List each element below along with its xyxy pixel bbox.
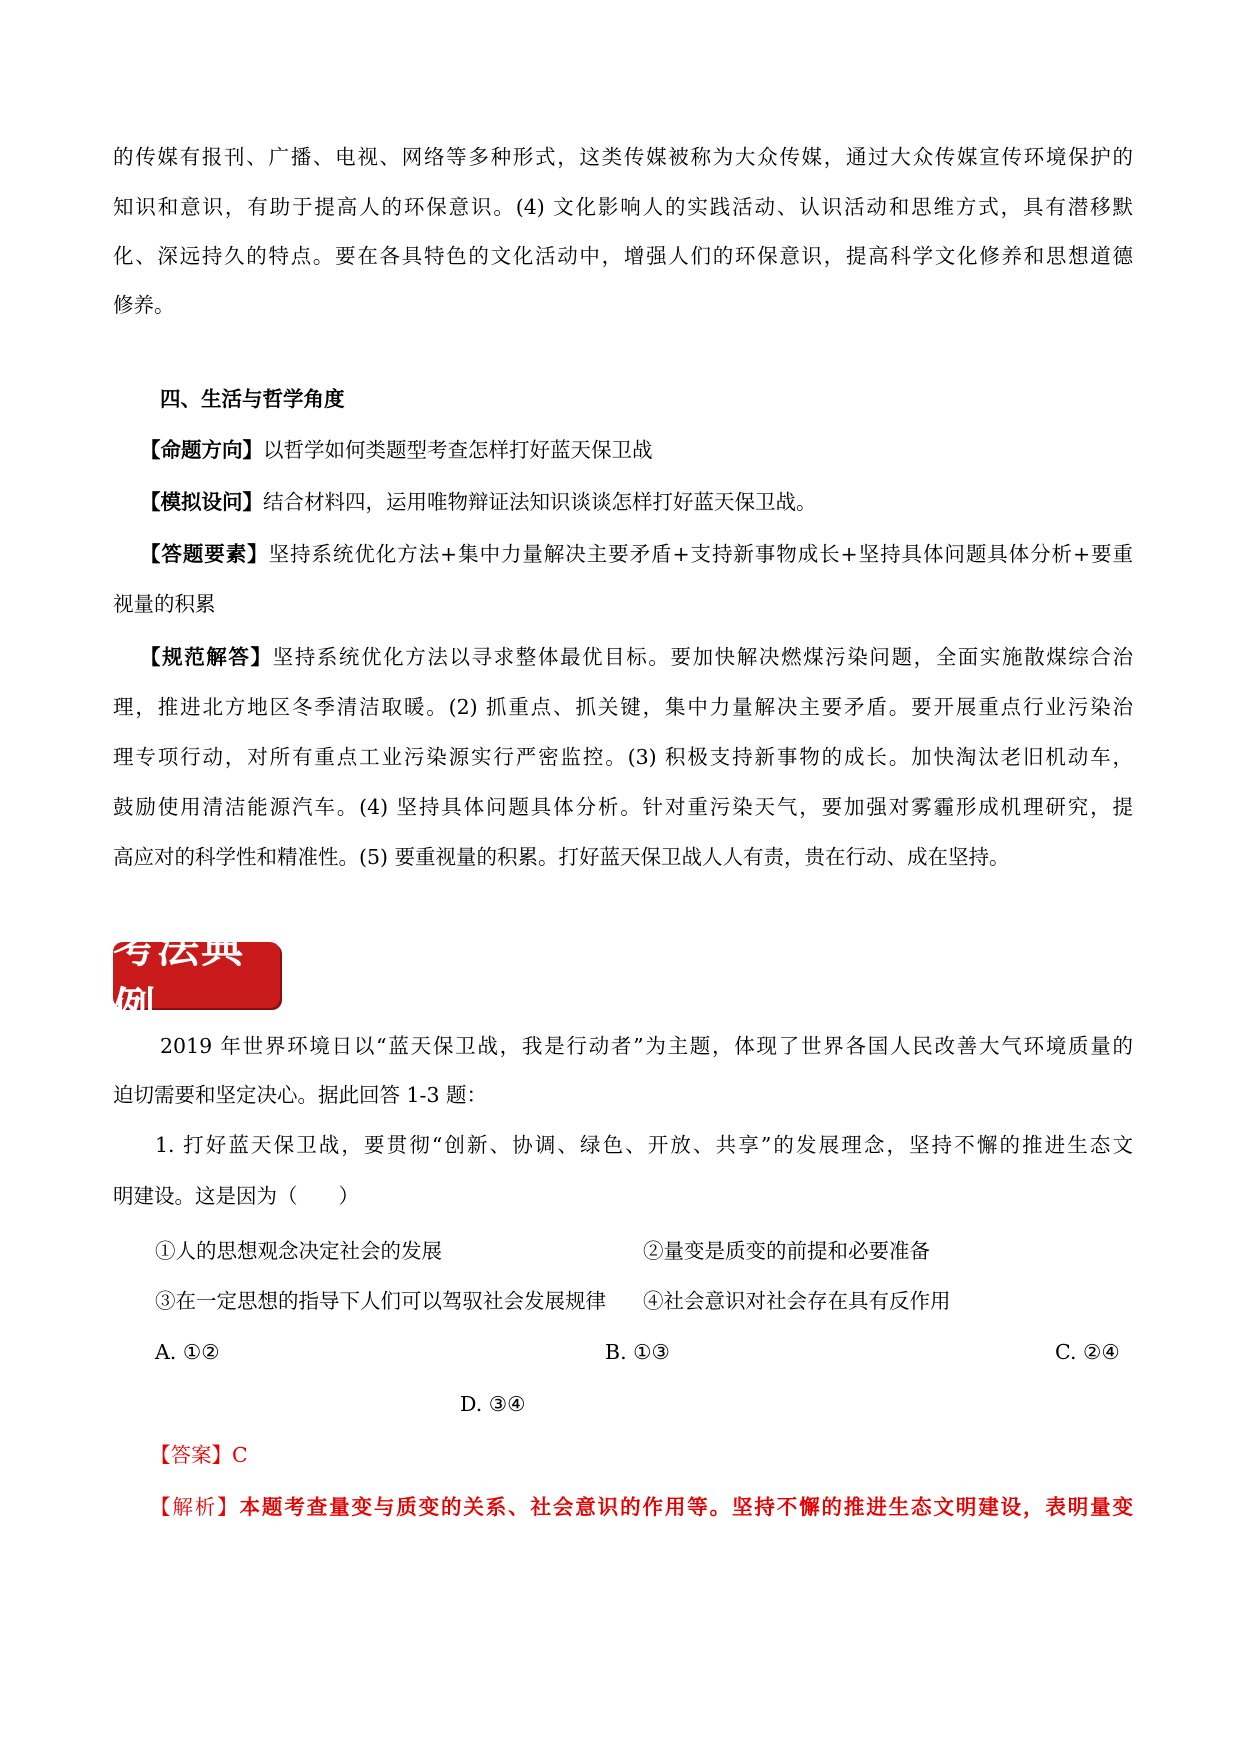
- option-d: D. ③④: [460, 1392, 526, 1416]
- option-c: C. ②④: [1055, 1340, 1120, 1364]
- statement-2: ②量变是质变的前提和必要准备: [643, 1239, 930, 1263]
- example-intro: 2019 年世界环境日以“蓝天保卫战，我是行动者”为主题，体现了世界各国人民改善大气环境质量的: [160, 1034, 1133, 1058]
- elements-label: 【答题要素】: [140, 542, 269, 566]
- elements-line2: 视量的积累: [113, 592, 216, 616]
- answer-text: 坚持系统优化方法以寻求整体最优目标。要加快解决燃煤污染问题，全面实施散煤综合治: [272, 645, 1134, 669]
- answer-key-value: C: [232, 1443, 248, 1467]
- answer-block: [150, 1441, 248, 1469]
- section-heading: 四、生活与哲学角度: [160, 387, 345, 411]
- answer-label: 【规范解答】: [140, 645, 273, 669]
- answer-line: 理，推进北方地区冬季清洁取暖。(2) 抓重点、抓关键，集中力量解决主要矛盾。要开展重点行业污染治: [113, 695, 1133, 719]
- answer-key-label: 【答案】: [150, 1443, 232, 1467]
- direction-row: [140, 436, 1133, 464]
- direction-label: 【命题方向】: [140, 438, 263, 462]
- analysis-label: 【解析】: [150, 1495, 240, 1519]
- option-b: B. ①③: [605, 1340, 670, 1364]
- answer-line: 理专项行动，对所有重点工业污染源实行严密监控。(3) 积极支持新事物的成长。加快淘汰老旧机动车，: [113, 745, 1133, 769]
- example-banner: [113, 923, 280, 1032]
- elements-text: 坚持系统优化方法+集中力量解决主要矛盾+支持新事物成长+坚持具体问题具体分析+要重: [268, 542, 1133, 566]
- answer-row: [140, 643, 1133, 671]
- example-intro-line2: 迫切需要和坚定决心。据此回答 1-3 题：: [113, 1083, 488, 1107]
- paragraph-line: 修养。: [113, 293, 175, 317]
- question-1-line2: 明建设。这是因为（ ）: [113, 1184, 359, 1208]
- analysis-row: [150, 1493, 1133, 1521]
- simulated-label: 【模拟设问】: [140, 490, 263, 514]
- statement-3: ③在一定思想的指导下人们可以驾驭社会发展规律: [155, 1289, 606, 1313]
- paragraph-line: 知识和意识，有助于提高人的环保意识。(4) 文化影响人的实践活动、认识活动和思维方式，具有潜移默: [113, 195, 1133, 219]
- direction-text: 以哲学如何类题型考查怎样打好蓝天保卫战: [263, 438, 653, 462]
- analysis-text: 本题考查量变与质变的关系、社会意识的作用等。坚持不懈的推进生态文明建设，表明量变: [239, 1495, 1134, 1519]
- option-a: A. ①②: [155, 1340, 220, 1364]
- elements-row: [140, 540, 1133, 568]
- statement-4: ④社会意识对社会存在具有反作用: [643, 1289, 951, 1313]
- simulated-row: [140, 488, 1133, 516]
- paragraph-line: 的传媒有报刊、广播、电视、网络等多种形式，这类传媒被称为大众传媒，通过大众传媒宣传环境保护的: [113, 145, 1133, 169]
- answer-line: 高应对的科学性和精准性。(5) 要重视量的积累。打好蓝天保卫战人人有责，贵在行动、成在坚持。: [113, 845, 1010, 869]
- statement-1: ①人的思想观念决定社会的发展: [155, 1239, 442, 1263]
- paragraph-line: 化、深远持久的特点。要在各具特色的文化活动中，增强人们的环保意识，提高科学文化修养和思想道德: [113, 244, 1133, 268]
- answer-line: 鼓励使用清洁能源汽车。(4) 坚持具体问题具体分析。针对重污染天气，要加强对雾霾形成机理研究，提: [113, 795, 1133, 819]
- simulated-text: 结合材料四，运用唯物辩证法知识谈谈怎样打好蓝天保卫战。: [263, 490, 817, 514]
- banner-title: 考法典例: [113, 923, 246, 1032]
- question-1: 1. 打好蓝天保卫战，要贯彻“创新、协调、绿色、开放、共享”的发展理念，坚持不懈的推进生态文: [155, 1133, 1133, 1157]
